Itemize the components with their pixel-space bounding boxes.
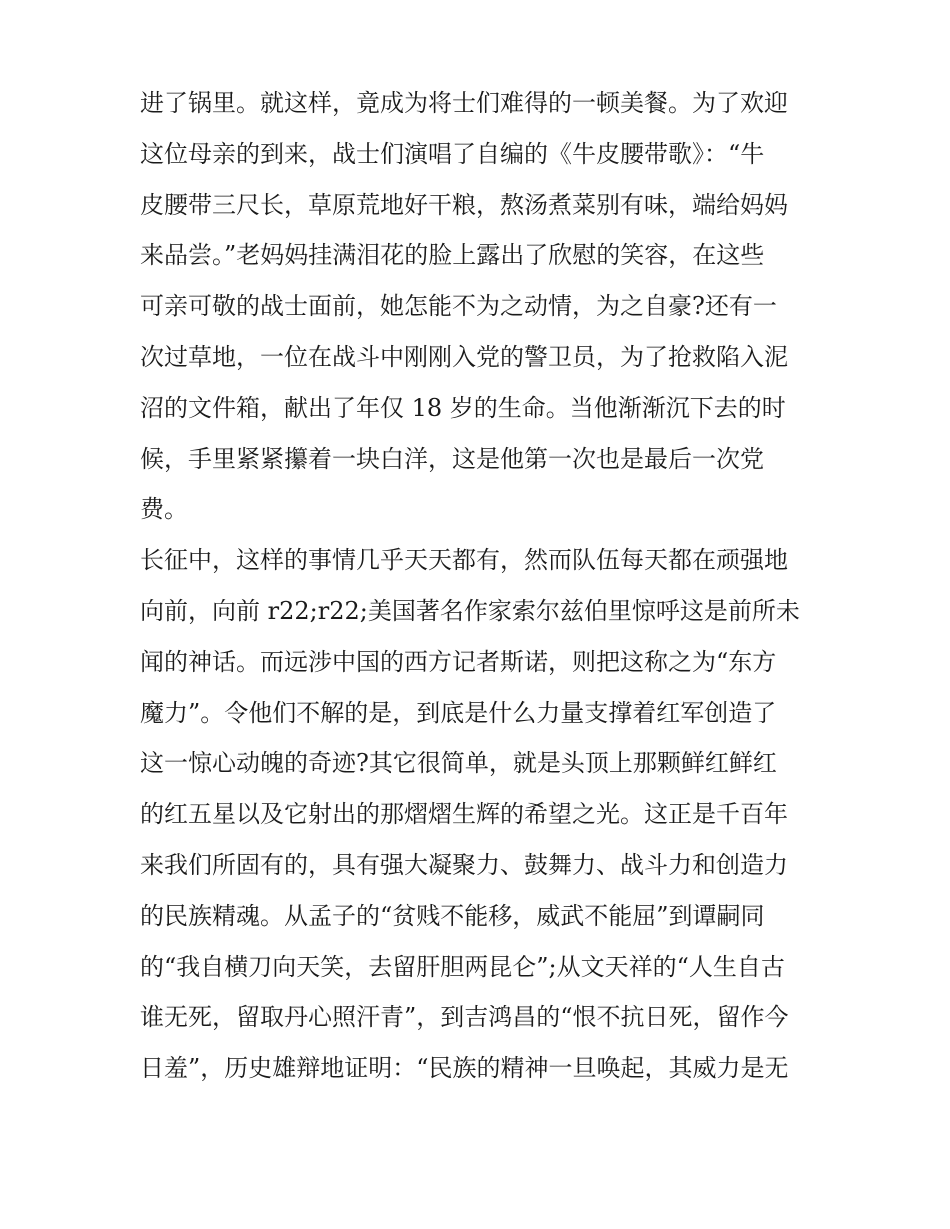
text-line: 这一惊心动魄的奇迹?其它很简单，就是头顶上那颗鲜红鲜红	[140, 749, 777, 778]
text-line: 日羞”，历史雄辩地证明：“民族的精神一旦唤起，其威力是无	[140, 1054, 789, 1083]
text-line: 来我们所固有的，具有强大凝聚力、鼓舞力、战斗力和创造力	[140, 850, 788, 879]
text-line: 沼的文件箱，献出了年仅 18 岁的生命。当他渐渐沉下去的时	[140, 393, 786, 422]
text-line: 的红五星以及它射出的那熠熠生辉的希望之光。这正是千百年	[140, 800, 788, 829]
text-line: 次过草地，一位在战斗中刚刚入党的警卫员，为了抢救陷入泥	[140, 342, 788, 371]
text-line: 魔力”。令他们不解的是，到底是什么力量支撑着红军创造了	[140, 698, 777, 727]
text-line: 费。	[140, 495, 188, 524]
text-line: 谁无死，留取丹心照汗青”，到吉鸿昌的“恨不抗日死，留作今	[140, 1003, 789, 1032]
text-line: 长征中，这样的事情几乎天天都有，然而队伍每天都在顽强地	[140, 546, 788, 575]
text-line: 来品尝。”老妈妈挂满泪花的脸上露出了欣慰的笑容，在这些	[140, 241, 765, 270]
text-line: 的“我自横刀向天笑，去留肝胆两昆仑”;从文天祥的“人生自古	[140, 952, 785, 981]
text-line: 这位母亲的到来，战士们演唱了自编的《牛皮腰带歌》：“牛	[140, 139, 765, 168]
text-line: 可亲可敬的战士面前，她怎能不为之动情，为之自豪?还有一	[140, 292, 777, 321]
text-line: 候，手里紧紧攥着一块白洋，这是他第一次也是最后一次党	[140, 444, 764, 473]
text-line: 的民族精魂。从孟子的“贫贱不能移，威武不能屈”到谭嗣同	[140, 901, 765, 930]
text-line: 闻的神话。而远涉中国的西方记者斯诺，则把这称之为“东方	[140, 647, 777, 676]
text-line: 皮腰带三尺长，草原荒地好干粮，熬汤煮菜别有味，端给妈妈	[140, 190, 788, 219]
text-line: 向前，向前 r22;r22;美国著名作家索尔兹伯里惊呼这是前所未	[140, 596, 800, 625]
body-text	[140, 78, 820, 1094]
text-line: 进了锅里。就这样，竟成为将士们难得的一顿美餐。为了欢迎	[140, 89, 788, 117]
